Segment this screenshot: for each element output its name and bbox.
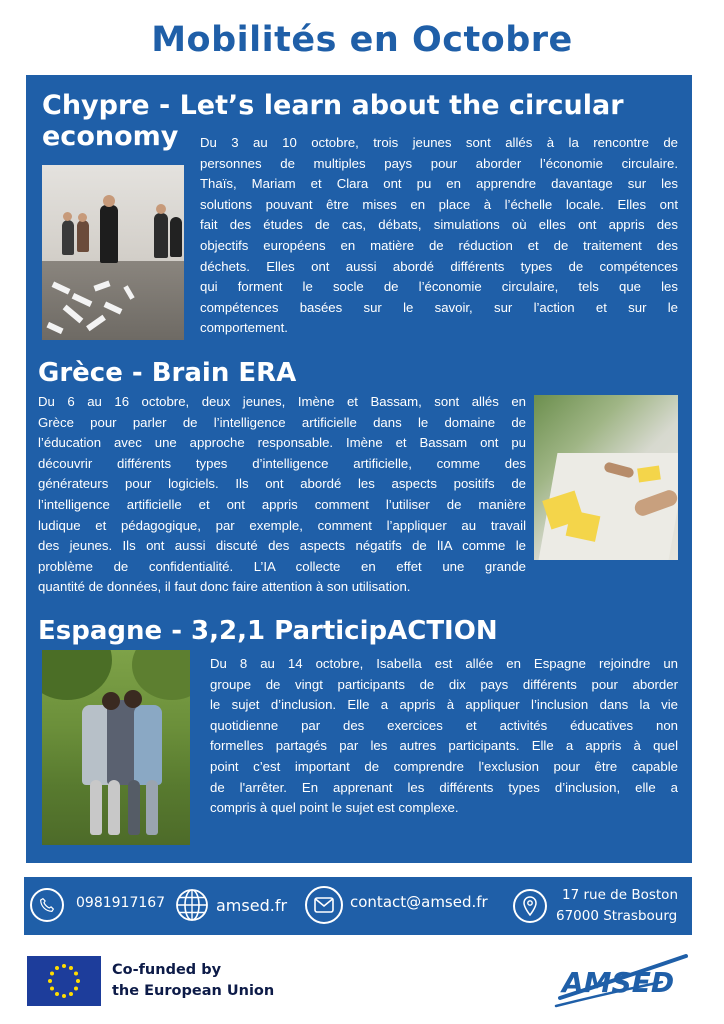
section-heading-chypre-line2: economy — [42, 121, 179, 152]
text-line: objectifs européens en matière de réduction et de traitement des — [200, 237, 678, 253]
text-line: groupe de vingt participants de dix pays différents pour aborder — [210, 676, 678, 692]
text-line: générateurs pour logiciels. Ils ont abordé les aspects positifs de — [38, 476, 526, 492]
text-line: Du 3 au 10 octobre, trois jeunes sont allés à la rencontre de — [200, 135, 678, 150]
section-heading-chypre: Chypre - Let’s learn about the circular — [42, 90, 624, 121]
amsed-logo-text: AMSED — [562, 966, 675, 999]
contact-address-line2: 67000 Strasbourg — [556, 908, 678, 924]
text-line: Grèce pour parler de l’intelligence artificielle dans le domaine de — [38, 414, 526, 430]
contact-phone[interactable]: 0981917167 — [76, 895, 166, 911]
text-line: fait des études de cas, débats, simulations où elles ont appris des — [200, 217, 678, 233]
text-line: point c’est important de comprendre l'exclusion pour être capable — [210, 758, 678, 774]
text-line: ludique et pédagogique, par exemple, comment l’appliquer au travail — [38, 517, 526, 533]
location-pin-icon — [513, 889, 547, 923]
text-line: l’éducation avec une approche responsable. Imène et Bassam ont pu — [38, 435, 526, 451]
contact-bar — [24, 877, 692, 935]
text-line: compétences basées sur le savoir, sur l’action et sur le — [200, 299, 678, 315]
text-line: quantité de données, il faut donc faire attention à son utilisation. — [38, 579, 411, 595]
text-line: qui forment le socle de l’économie circulaire, tels que les — [200, 279, 678, 295]
section-heading-espagne: Espagne - 3,2,1 ParticipACTION — [38, 616, 498, 646]
photo-grece-table — [534, 395, 678, 560]
text-line: de l'arrêter. En apprenant les différents types d’inclusion, elle a — [210, 779, 678, 795]
text-line: formelles partagés par les autres participants. Elle a appris à quel — [210, 738, 678, 754]
text-line: personnes de multiples pays pour aborder l’économie circulaire. — [200, 155, 678, 171]
text-line: Du 8 au 14 octobre, Isabella est allée en Espagne rejoindre un — [210, 656, 678, 671]
text-line: solutions pouvant être mises en place à l’échelle locale. Elles ont — [200, 196, 678, 212]
phone-icon — [30, 888, 64, 922]
section-heading-grece: Grèce - Brain ERA — [38, 358, 297, 388]
section-text-grece — [38, 392, 526, 598]
text-line: quotidienne par des exercices et activités éducatives non — [210, 717, 678, 733]
text-line: Thaïs, Mariam et Clara ont pu en apprendre davantage sur les — [200, 176, 678, 192]
text-line: le sujet d’inclusion. Elle a appris à appliquer l’inclusion dans la vie — [210, 697, 678, 713]
photo-espagne-group — [42, 650, 190, 845]
text-line: déchets. Elles ont aussi abordé différents types de compétences — [200, 258, 678, 274]
section-text-chypre — [200, 133, 678, 339]
photo-chypre-workshop — [42, 165, 184, 340]
amsed-logo — [552, 948, 692, 1010]
eu-cofunded-label — [112, 960, 274, 1002]
text-line: compris à quel point le sujet est complexe. — [210, 800, 459, 816]
section-text-espagne — [210, 654, 678, 819]
main-panel — [26, 75, 692, 863]
text-line: comportement. — [200, 320, 288, 336]
text-line: des jeunes. Ils ont aussi discuté des aspects négatifs de lIA comme le — [38, 538, 526, 554]
contact-website[interactable]: amsed.fr — [216, 896, 288, 915]
text-line: découvrir différents types d’intelligence artificielle, comme des — [38, 455, 526, 471]
email-icon — [305, 886, 343, 924]
page-title: Mobilités en Octobre — [151, 20, 573, 60]
contact-address-line1: 17 rue de Boston — [562, 887, 679, 903]
globe-icon — [174, 887, 210, 927]
text-line: problème de confidentialité. L’IA collecte en effet une grande — [38, 558, 526, 574]
eu-line1: Co-funded by — [112, 962, 222, 978]
eu-line2: the European Union — [112, 983, 275, 999]
contact-email[interactable]: contact@amsed.fr — [350, 893, 488, 911]
eu-flag — [27, 956, 101, 1006]
text-line: l’intelligence artificielle et ont appris comment l’utiliser de manière — [38, 496, 526, 512]
text-line: Du 6 au 16 octobre, deux jeunes, Imène et Bassam, sont allés en — [38, 394, 526, 409]
